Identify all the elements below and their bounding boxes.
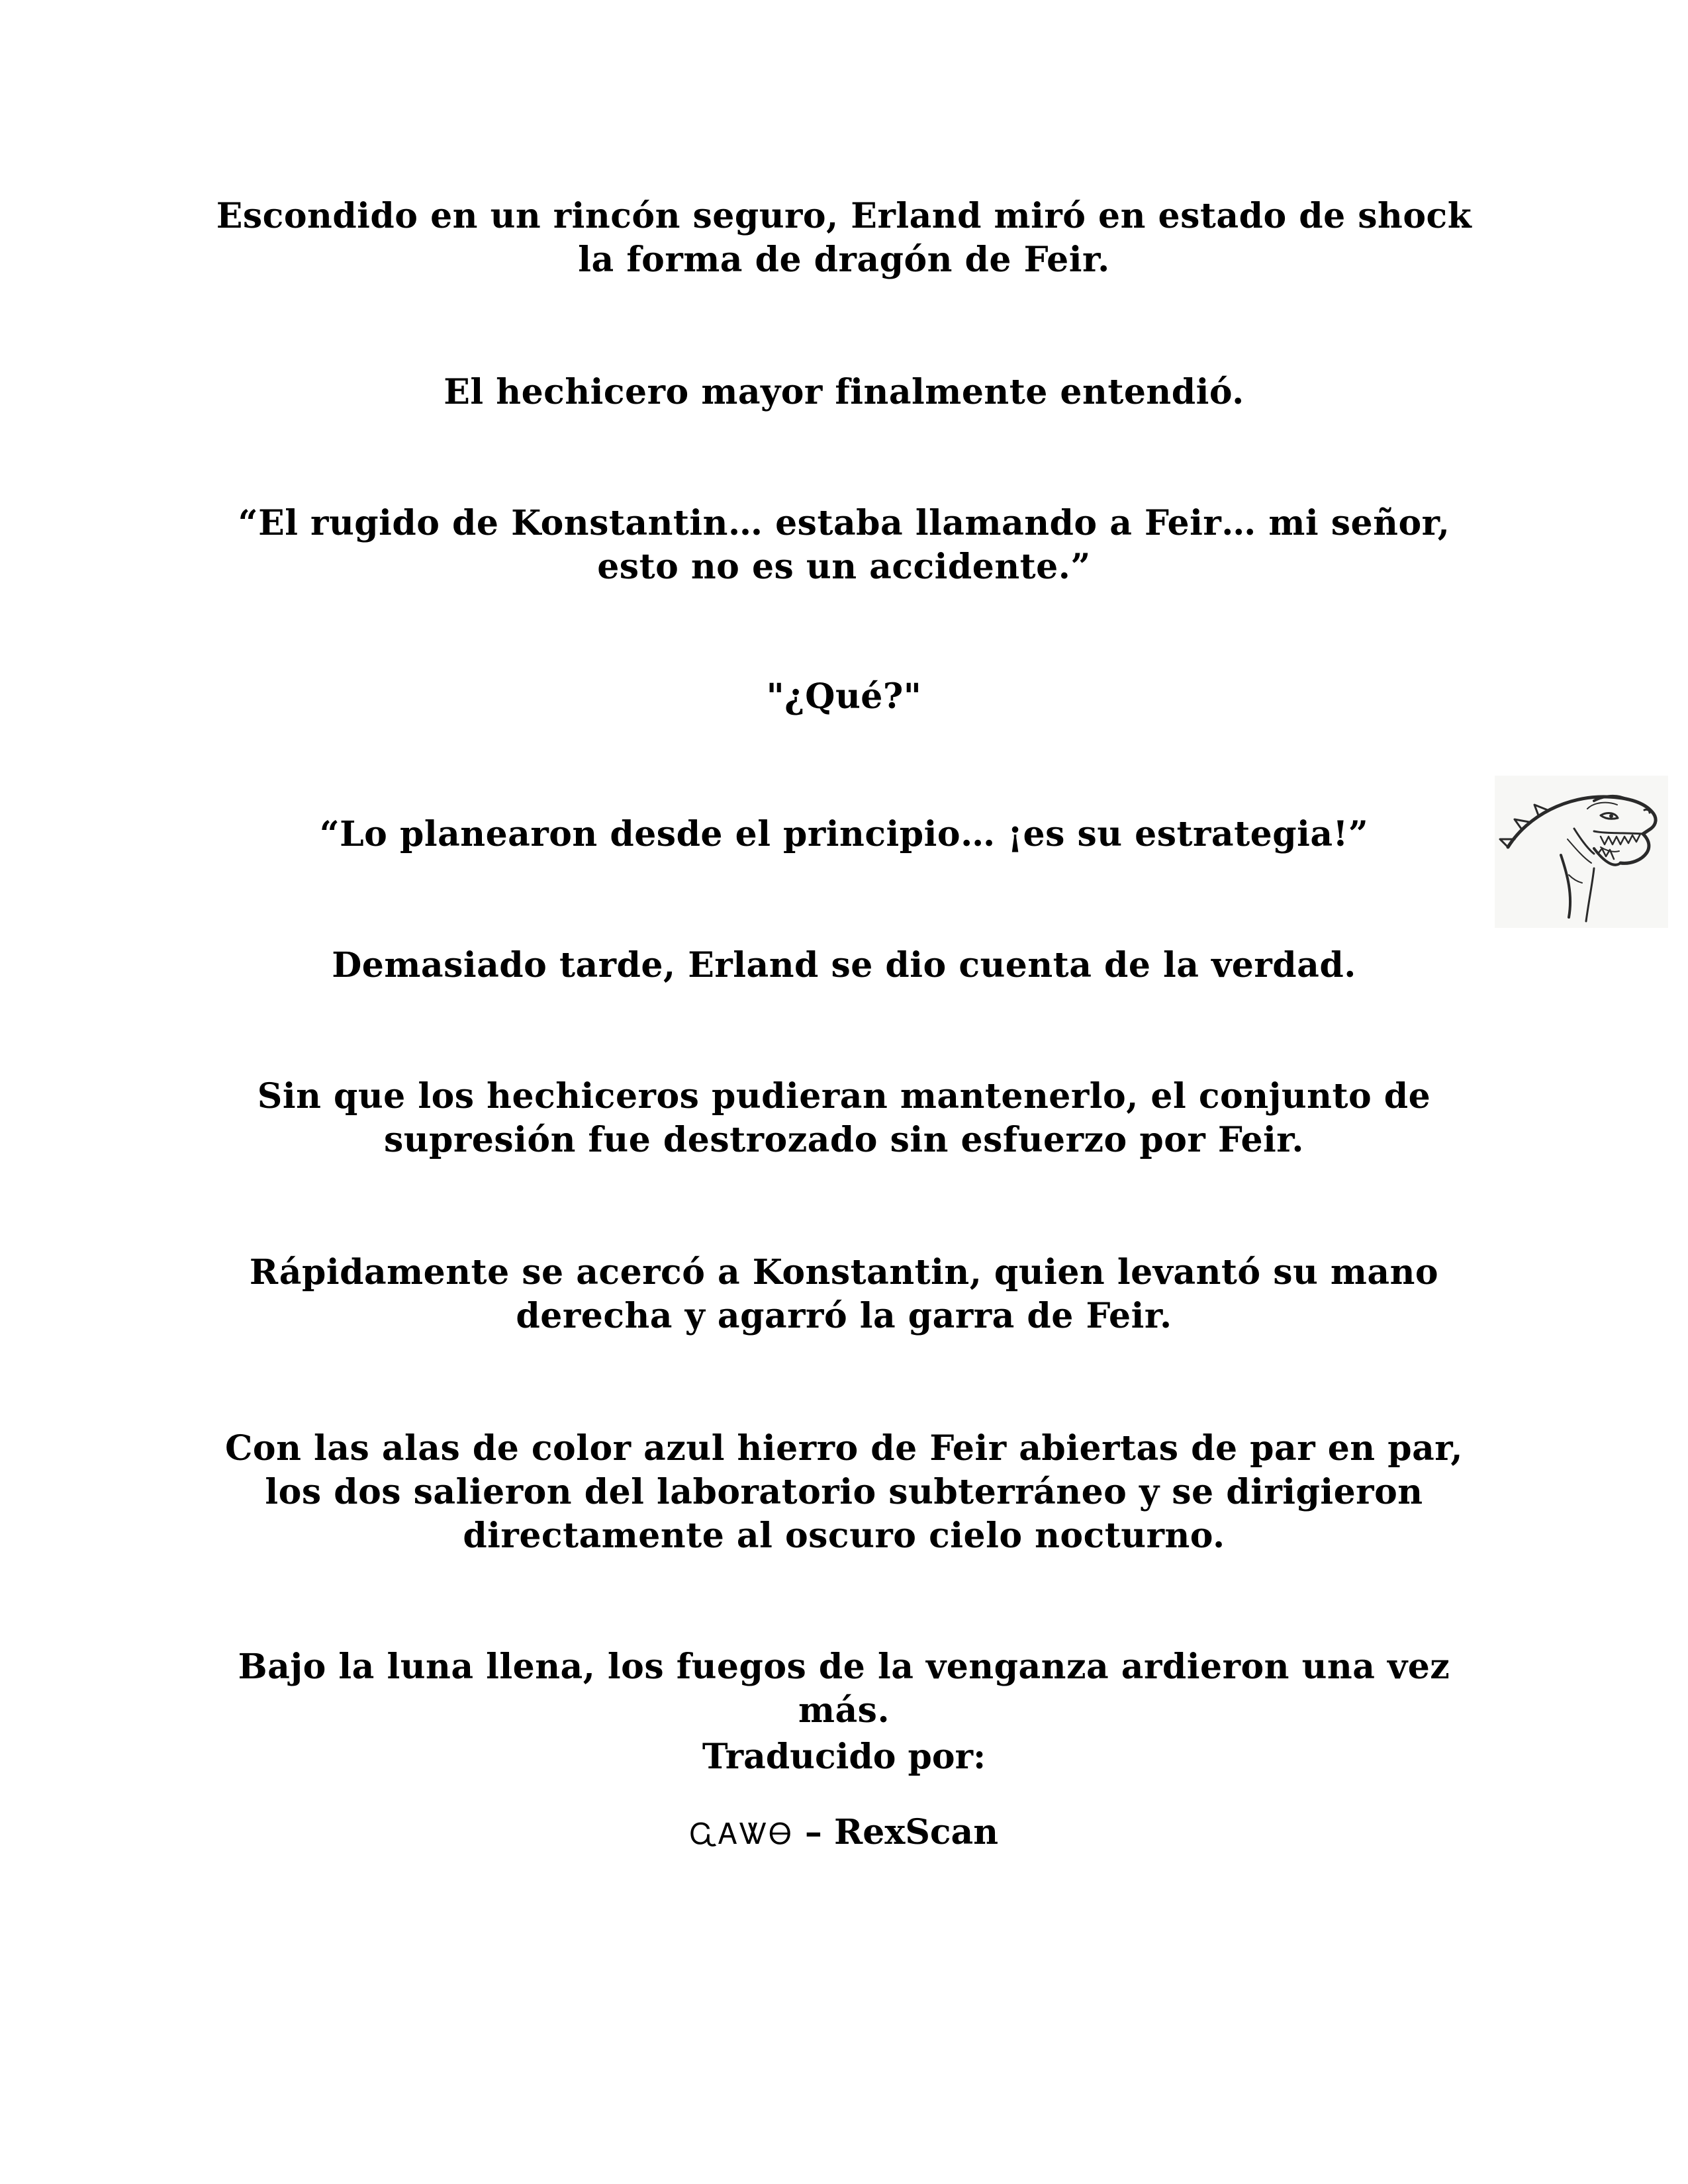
paragraph-6: Demasiado tarde, Erland se dio cuenta de la verdad. [332,945,1356,985]
paragraph-1: Escondido en un rincón seguro, Erland miró en estado de shock la forma de dragón de Feir. [216,196,1472,280]
paragraph-2: El hechicero mayor finalmente entendió. [444,372,1244,412]
credits-line [199,1811,1489,1856]
paragraph-10: Bajo la luna llena, los fuegos de la venganza ardieron una vez más. [238,1647,1450,1731]
paragraph-4: "¿Qué?" [766,676,922,717]
paragraph-8: Rápidamente se acercó a Konstantin, quien levantó su mano derecha y agarró la garra de Feir. [249,1252,1439,1336]
paragraph-3: “El rugido de Konstantin… estaba llamando a Feir… mi señor, esto no es un accidente.” [238,503,1450,587]
translator-name: ᏩᎪᏔᎾ [689,1817,793,1851]
dragon-head-icon [1495,776,1668,928]
group-name: RexScan [834,1812,999,1852]
paragraph-5: “Lo planearon desde el principio… ¡es su estrategia!” [319,814,1369,854]
credits-separator: – [792,1812,835,1852]
credits-label: Traducido por: [702,1737,986,1777]
paragraph-7: Sin que los hechiceros pudieran mantenerlo, el conjunto de supresión fue destrozado sin esfuerzo por Feir. [257,1076,1431,1160]
paragraph-9: Con las alas de color azul hierro de Feir abiertas de par en par, los dos salieron del laboratorio subterráneo y se dirigieron directamente al oscuro cielo nocturno. [225,1428,1463,1556]
